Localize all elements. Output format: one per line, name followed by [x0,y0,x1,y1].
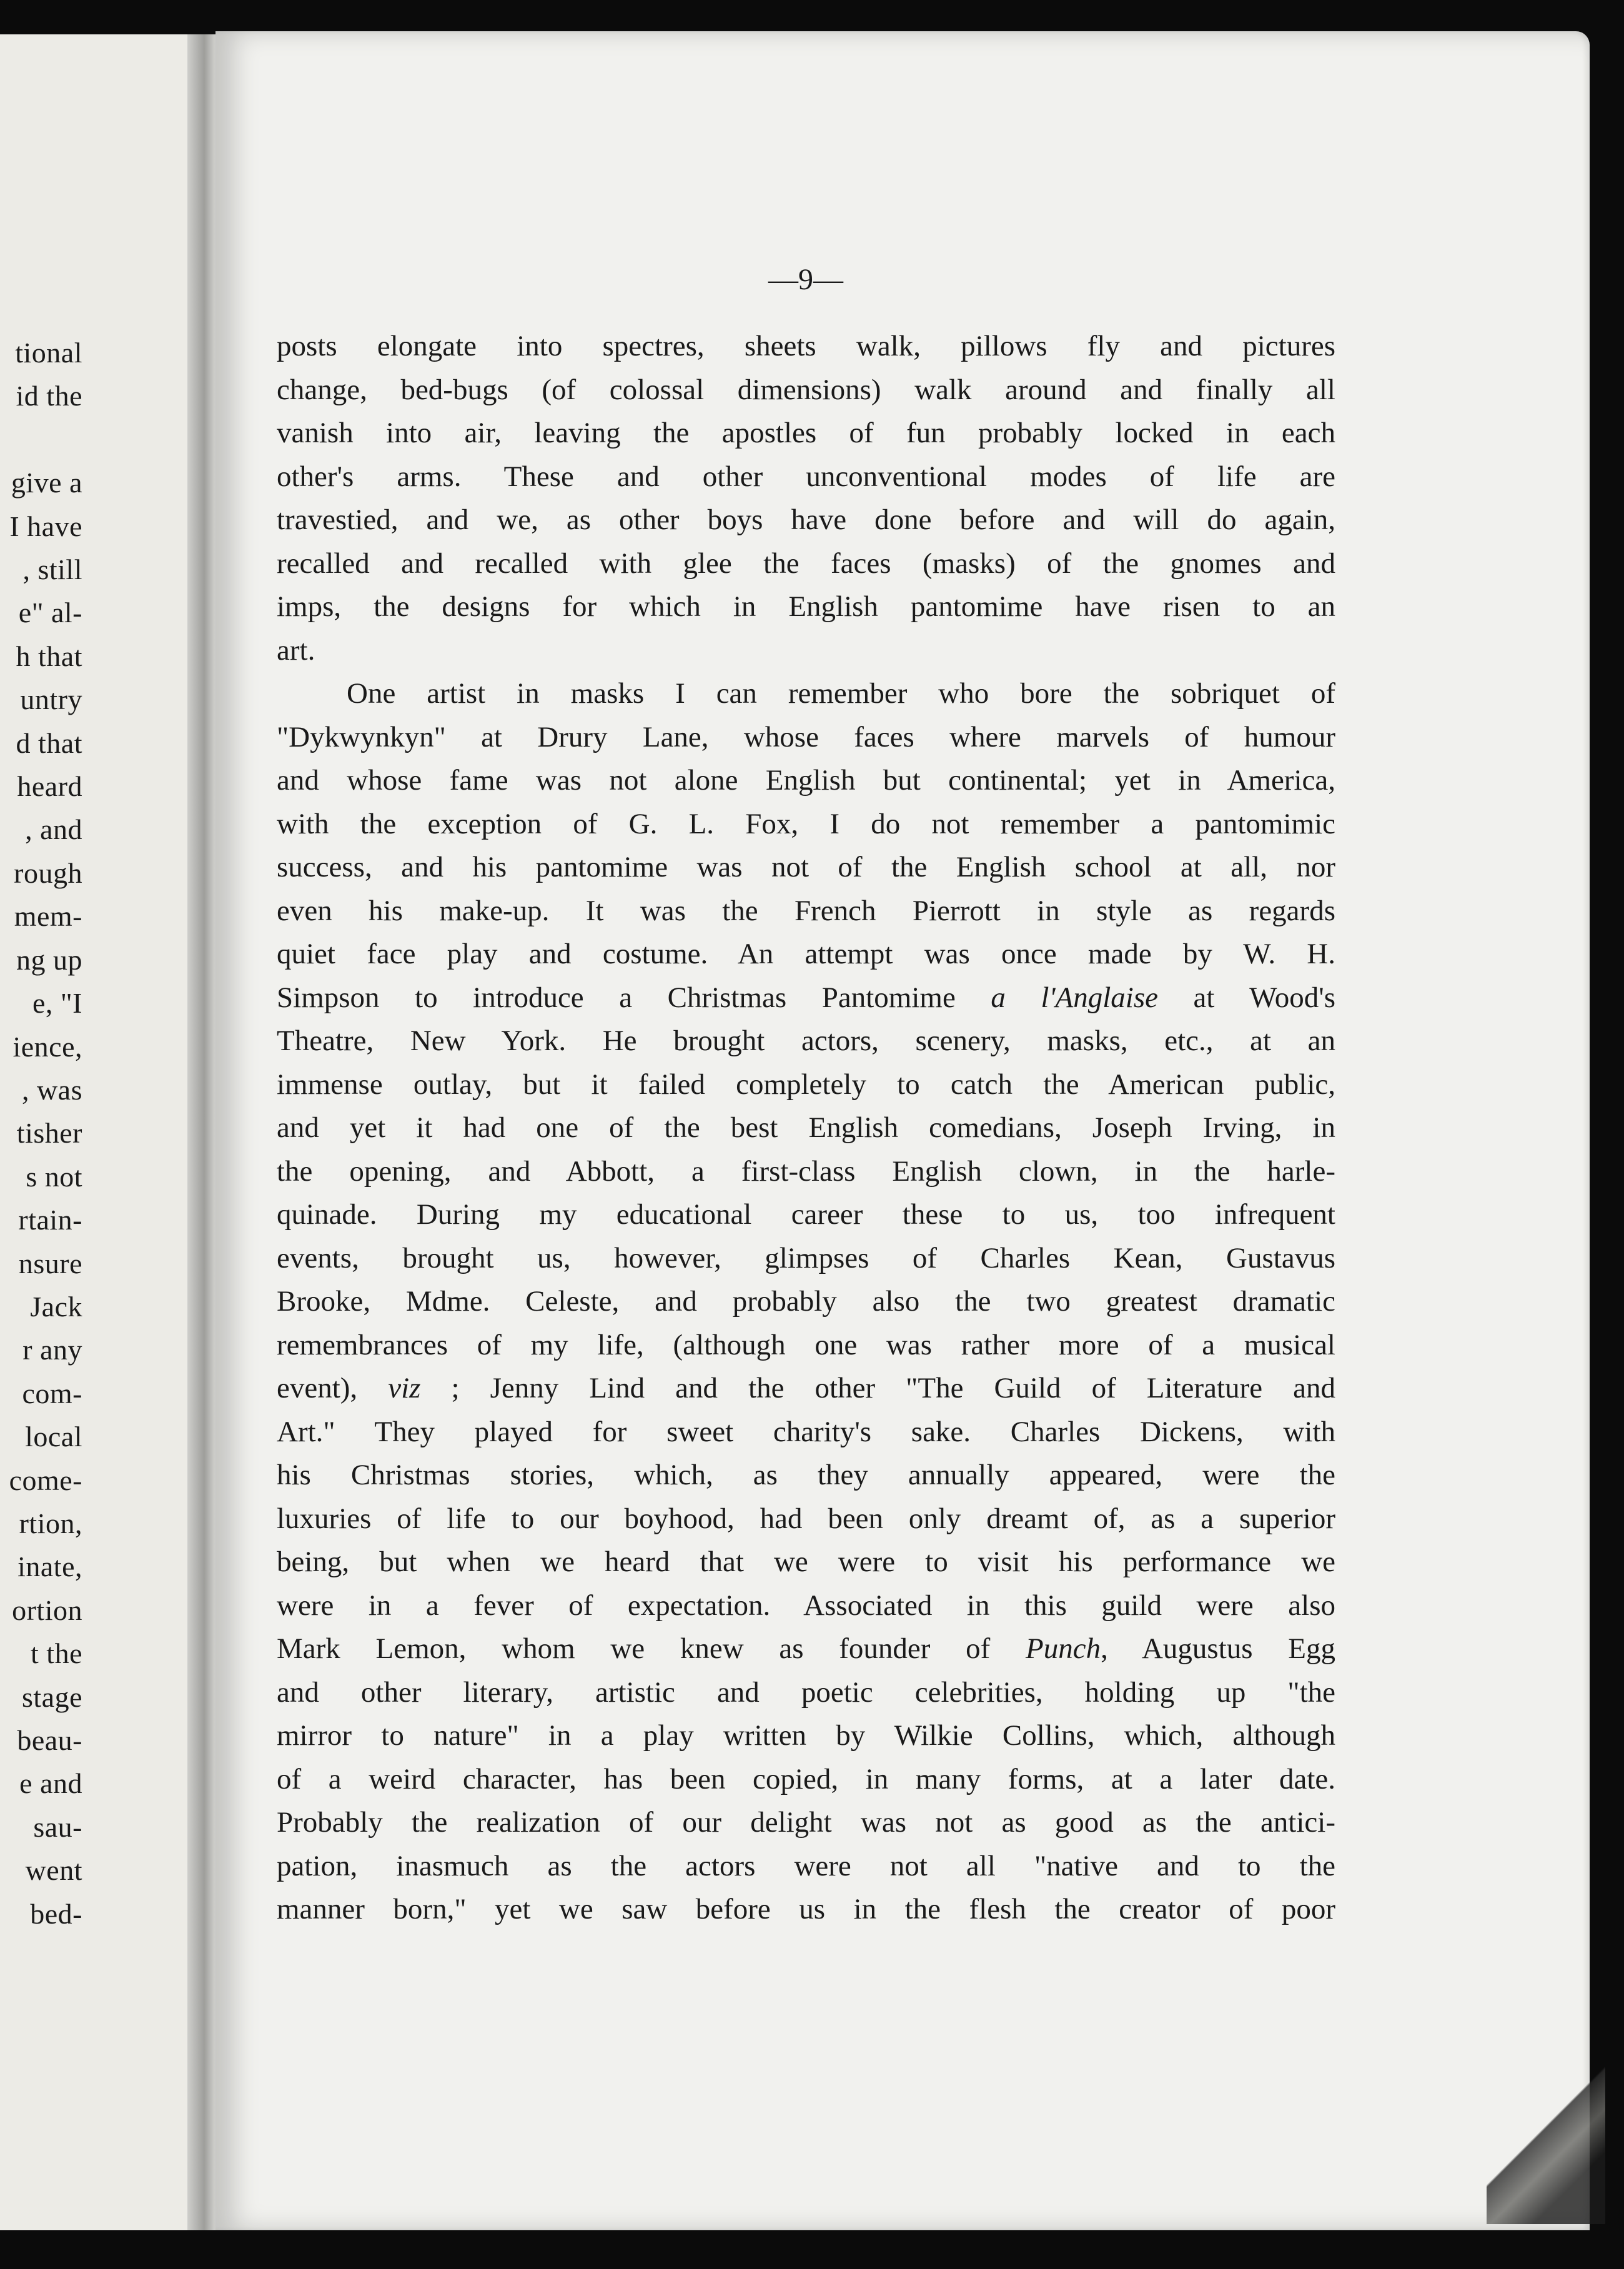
text-line: vanish into air, leaving the apostles of fun probably locked in each [277,417,1335,449]
facing-page-line: sau- [33,1810,82,1843]
facing-page-line: , was [21,1073,82,1106]
facing-page-line: rtion, [19,1507,82,1539]
text-line: immense outlay, but it failed completely to catch the American public, [277,1068,1335,1101]
text-line: travestied, and we, as other boys have done before and will do again, [277,504,1335,536]
facing-page-line: , still [22,554,82,586]
facing-page-line: s not [26,1160,82,1193]
facing-page-line: untry [20,683,82,716]
text-line: Mark Lemon, whom we knew as founder of Punch, Augustus Egg [277,1632,1335,1665]
text-line: and yet it had one of the best English comedians, Joseph Irving, in [277,1111,1335,1144]
text-line: mirror to nature" in a play written by Wilkie Collins, which, although [277,1719,1335,1752]
text-line: "Dykwynkyn" at Drury Lane, whose faces where marvels of humour [277,720,1335,753]
text-line: his Christmas stories, which, as they annually appeared, were the [277,1459,1335,1491]
text-line: Simpson to introduce a Christmas Pantomime a l'Anglaise at Wood's [277,981,1335,1014]
facing-page-line: e, "I [32,987,82,1020]
facing-page-line: rtain- [18,1204,82,1236]
page-corner-fold [1487,2055,1605,2224]
facing-page-line: e and [19,1767,82,1800]
facing-page-fragment [0,34,200,2230]
facing-page-line: r any [22,1334,82,1366]
facing-page-line: h that [16,640,82,672]
facing-page-line: e" al- [18,597,82,629]
text-line: of a weird character, has been copied, in many forms, at a later date. [277,1762,1335,1795]
text-line: manner born," yet we saw before us in the flesh the creator of poor [277,1893,1335,1925]
facing-page-line: nsure [18,1247,82,1279]
facing-page-line: mem- [14,900,82,933]
text-line: being, but when we heard that we were to visit his performance we [277,1546,1335,1578]
facing-page-line: I have [9,510,82,542]
text-line: recalled and recalled with glee the faces (masks) of the gnomes and [277,547,1335,580]
body-text [277,325,1335,1932]
text-line: the opening, and Abbott, a first-class English clown, in the harle- [277,1154,1335,1188]
text-line: event), viz ; Jenny Lind and the other "The Guild of Literature and [277,1372,1335,1404]
facing-page-line: id the [16,380,82,412]
facing-page-text [9,331,82,1935]
facing-page-line: bed- [30,1897,82,1930]
facing-page-line: t the [31,1637,82,1670]
facing-page-line [9,418,82,461]
facing-page-line: Jack [30,1290,82,1323]
facing-page-line: d that [16,727,82,759]
text-line: and whose fame was not alone English but continental; yet in America, [277,764,1335,797]
text-line: even his make-up. It was the French Pierrott in style as regards [277,894,1335,927]
text-line: other's arms. These and other unconventional modes of life are [277,460,1335,493]
text-line: success, and his pantomime was not of the English school at all, nor [277,851,1335,883]
facing-page-line: come- [9,1464,82,1496]
facing-page-line: ience, [12,1030,82,1063]
facing-page-line: , and [25,813,82,846]
facing-page-line: local [25,1421,82,1453]
text-line: Brooke, Mdme. Celeste, and probably also the two greatest dramatic [277,1285,1335,1318]
text-line: change, bed-bugs (of colossal dimensions) walk around and finally all [277,373,1335,406]
text-line: posts elongate into spectres, sheets walk, pillows fly and pictures [277,330,1335,362]
facing-page-line: rough [14,856,82,889]
text-line: and other literary, artistic and poetic celebrities, holding up "the [277,1676,1335,1709]
text-line: Art." They played for sweet charity's sake. Charles Dickens, with [277,1415,1335,1448]
facing-page-line: tisher [16,1117,82,1149]
text-line: were in a fever of expectation. Associated in this guild were also [277,1589,1335,1622]
text-line: Theatre, New York. He brought actors, scenery, masks, etc., at an [277,1025,1335,1057]
text-line: art. [277,633,315,667]
text-line: imps, the designs for which in English pantomime have risen to an [277,590,1335,623]
text-line: luxuries of life to our boyhood, had been only dreamt of, as a superior [277,1502,1335,1535]
facing-page-line: ng up [16,943,82,976]
text-line: quinade. During my educational career these to us, too infrequent [277,1198,1335,1231]
facing-page-line: give a [11,467,82,499]
text-line: Probably the realization of our delight was not as good as the antici- [277,1806,1335,1839]
facing-page-line: stage [21,1681,82,1713]
text-line: One artist in masks I can remember who bore the sobriquet of [347,677,1335,710]
text-line: with the exception of G. L. Fox, I do not remember a pantomimic [277,807,1335,840]
text-line: quiet face play and costume. An attempt was once made by W. H. [277,938,1335,970]
facing-page-line: went [25,1854,82,1887]
facing-page-line: heard [17,770,82,803]
facing-page-line: tional [15,337,82,369]
text-line: events, brought us, however, glimpses of Charles Kean, Gustavus [277,1241,1335,1274]
facing-page-line: com- [22,1377,82,1409]
text-line: pation, inasmuch as the actors were not all "native and to the [277,1849,1335,1882]
text-line: remembrances of my life, (although one was rather more of a musical [277,1328,1335,1361]
page-number: —9— [768,263,843,296]
facing-page-line: ortion [12,1594,82,1626]
facing-page-line: beau- [17,1724,82,1756]
facing-page-line: inate, [17,1551,82,1583]
